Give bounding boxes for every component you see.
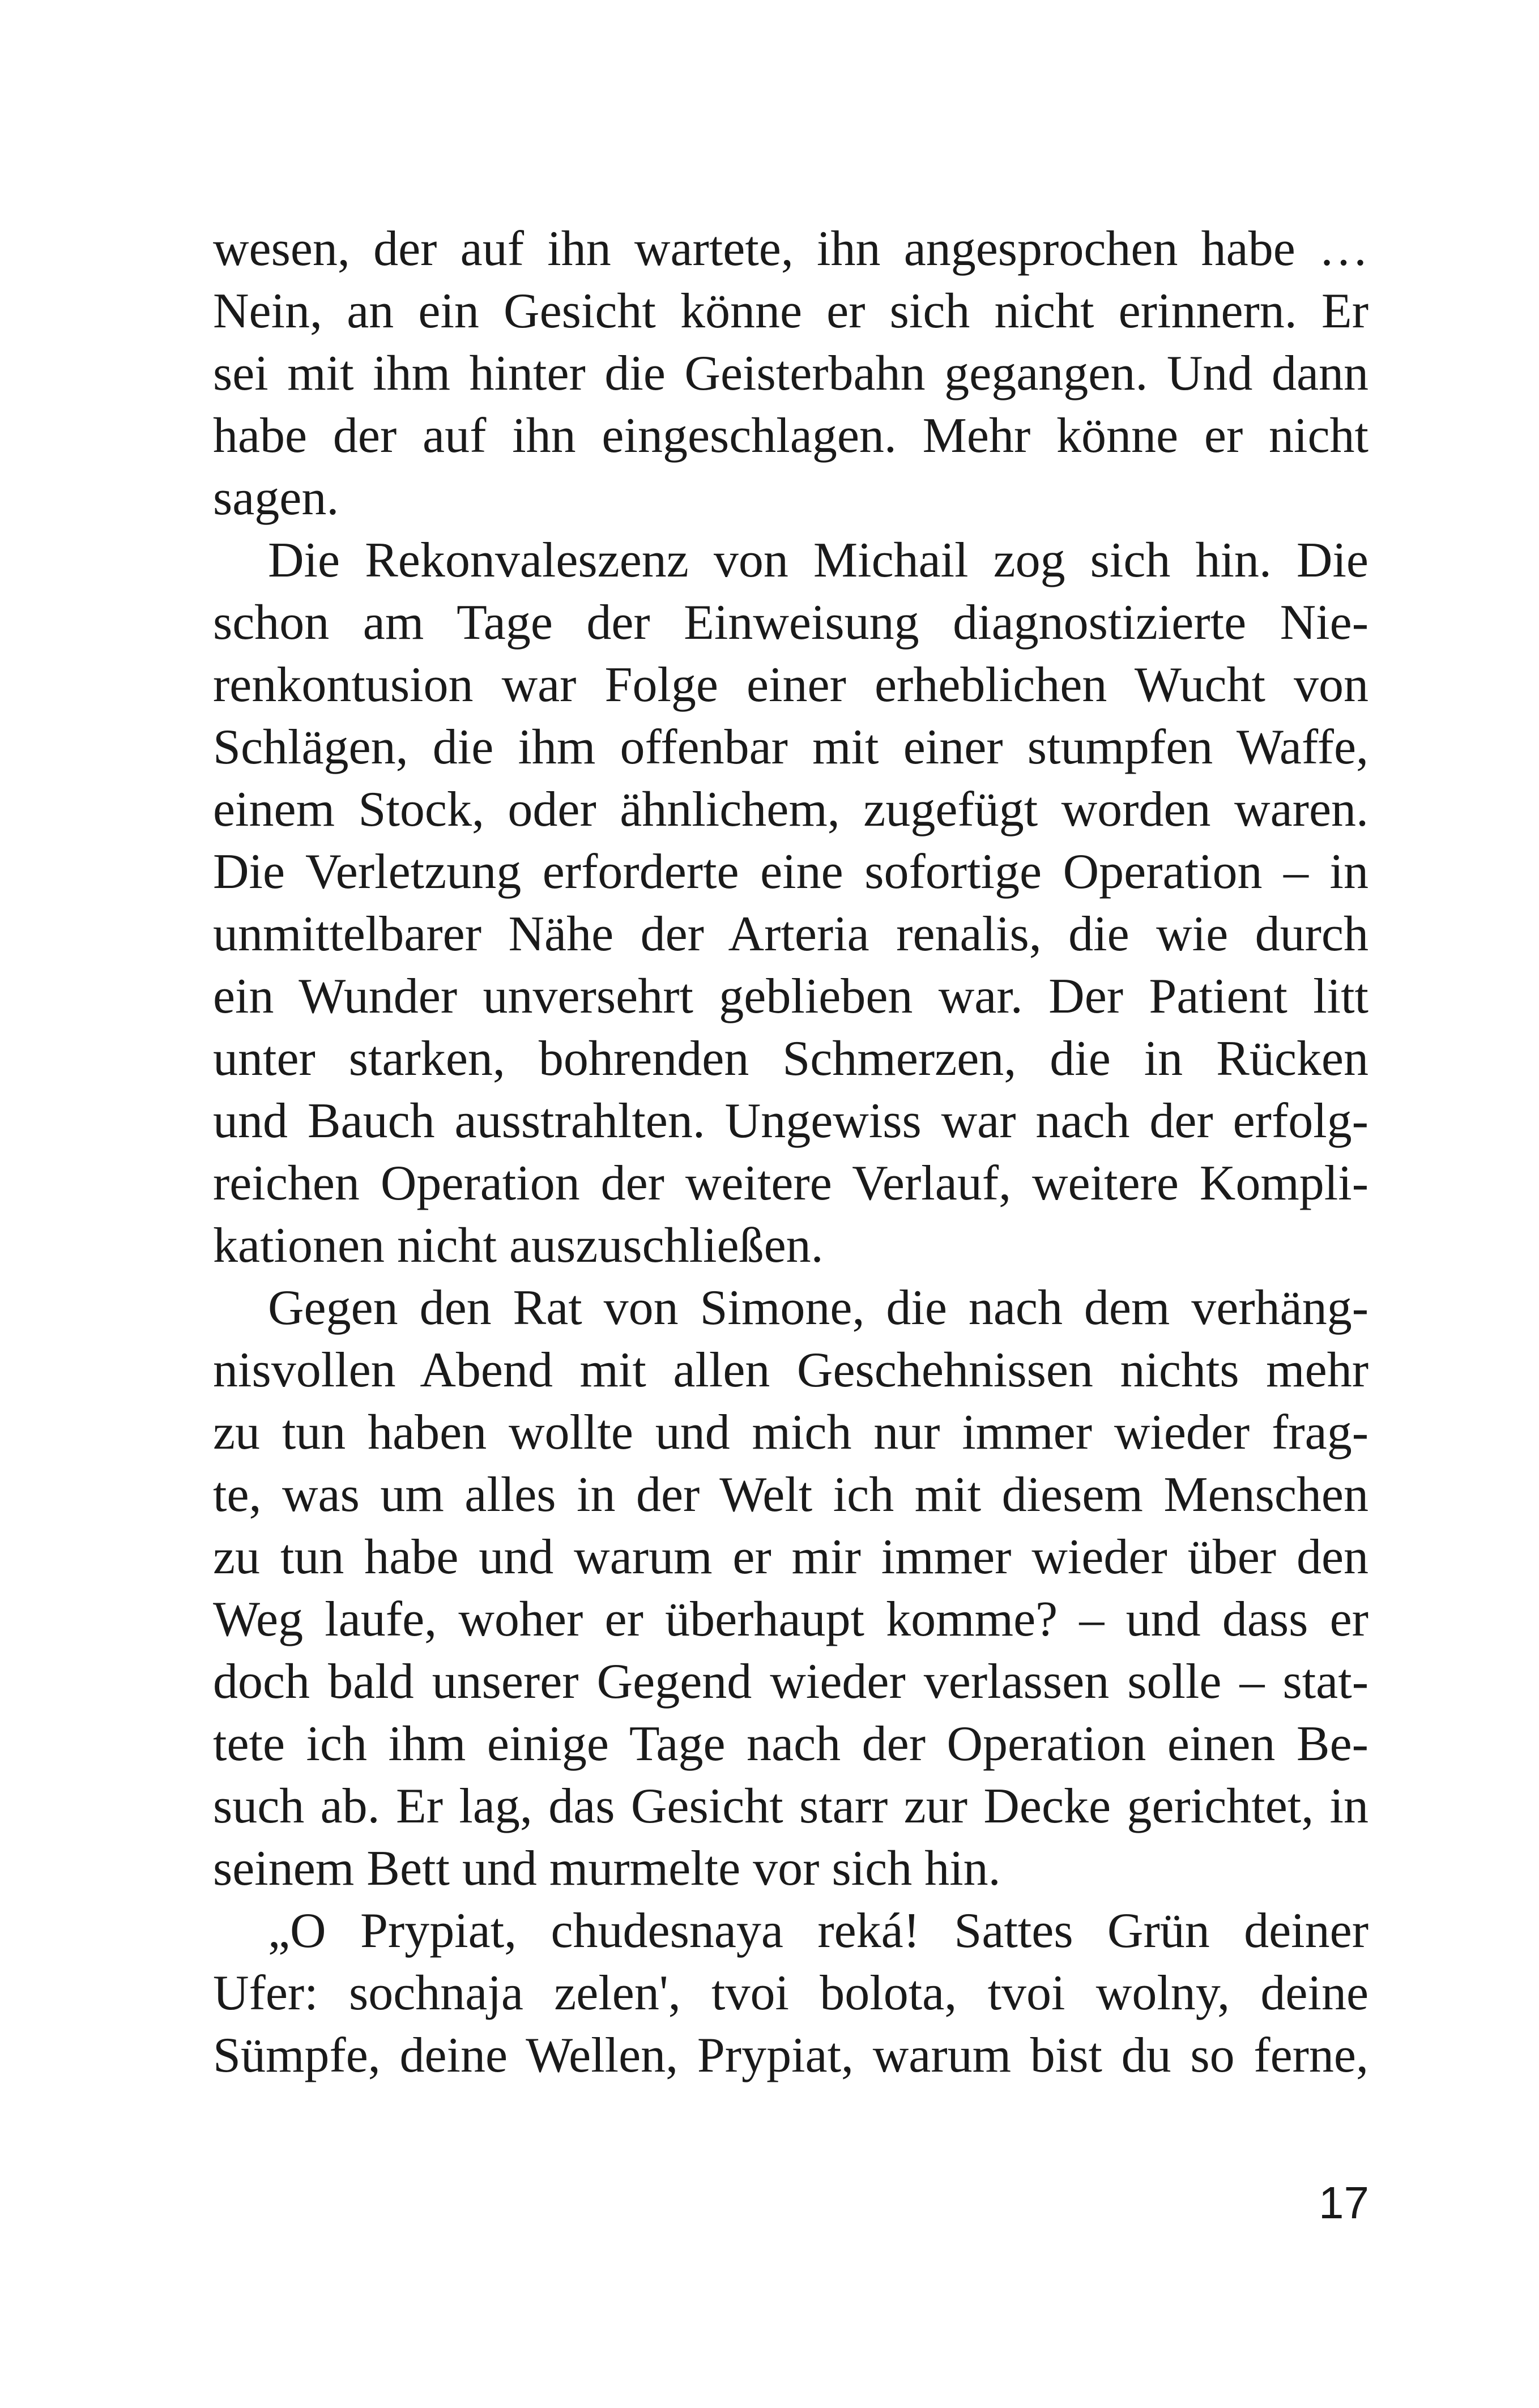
text-line: und Bauch ausstrahlten. Ungewiss war nach der erfolg-	[213, 1094, 1369, 1149]
text-line: einem Stock, oder ähnlichem, zugefügt worden waren.	[213, 782, 1369, 837]
text-line: wesen, der auf ihn wartete, ihn angesprochen habe …	[213, 221, 1369, 276]
text-line: unmittelbarer Nähe der Arteria renalis, die wie durch	[213, 907, 1369, 962]
text-line: doch bald unserer Gegend wieder verlassen solle – stat-	[213, 1654, 1369, 1709]
text-line: Gegen den Rat von Simone, die nach dem verhäng-	[268, 1280, 1369, 1335]
text-line: nisvollen Abend mit allen Geschehnissen nichts mehr	[213, 1343, 1369, 1398]
text-line: zu tun habe und warum er mir immer wieder über den	[213, 1530, 1369, 1585]
text-line: te, was um alles in der Welt ich mit diesem Menschen	[213, 1467, 1369, 1522]
paragraph	[213, 1900, 1369, 2087]
paragraph	[213, 1277, 1369, 1900]
text-line: tete ich ihm einige Tage nach der Operation einen Be-	[213, 1717, 1369, 1771]
text-line: schon am Tage der Einweisung diagnostizierte Nie-	[213, 595, 1369, 650]
text-line: Die Rekonvaleszenz von Michail zog sich hin. Die	[268, 533, 1369, 588]
paragraph	[213, 530, 1369, 1277]
text-line: such ab. Er lag, das Gesicht starr zur Decke gerichtet, in	[213, 1779, 1369, 1834]
text-line: habe der auf ihn eingeschlagen. Mehr könne er nicht	[213, 408, 1369, 463]
body-text	[213, 218, 1369, 2087]
text-line: zu tun haben wollte und mich nur immer wieder frag-	[213, 1405, 1369, 1460]
text-line: sei mit ihm hinter die Geisterbahn gegangen. Und dann	[213, 346, 1369, 401]
text-line: sagen.	[213, 471, 339, 526]
text-line: Die Verletzung erforderte eine sofortige Operation – in	[213, 844, 1369, 899]
paragraph	[213, 218, 1369, 530]
text-line: Ufer: sochnaja zelen', tvoi bolota, tvoi wolny, deine	[213, 1966, 1369, 2021]
text-line: reichen Operation der weitere Verlauf, weitere Kompli-	[213, 1156, 1369, 1211]
text-line: Nein, an ein Gesicht könne er sich nicht erinnern. Er	[213, 284, 1369, 339]
text-line: Weg laufe, woher er überhaupt komme? – und dass er	[213, 1592, 1369, 1647]
text-line: kationen nicht auszuschließen.	[213, 1218, 824, 1273]
text-line: „O Prypiat, chudesnaya reká! Sattes Grün deiner	[268, 1903, 1369, 1958]
page-number: 17	[1319, 2178, 1369, 2228]
text-line: renkontusion war Folge einer erheblichen Wucht von	[213, 657, 1369, 712]
text-line: ein Wunder unversehrt geblieben war. Der Patient litt	[213, 969, 1369, 1024]
text-line: Sümpfe, deine Wellen, Prypiat, warum bist du so ferne,	[213, 2028, 1369, 2083]
text-line: unter starken, bohrenden Schmerzen, die in Rücken	[213, 1031, 1369, 1086]
text-line: seinem Bett und murmelte vor sich hin.	[213, 1841, 1001, 1896]
text-line: Schlägen, die ihm offenbar mit einer stumpfen Waffe,	[213, 720, 1369, 775]
